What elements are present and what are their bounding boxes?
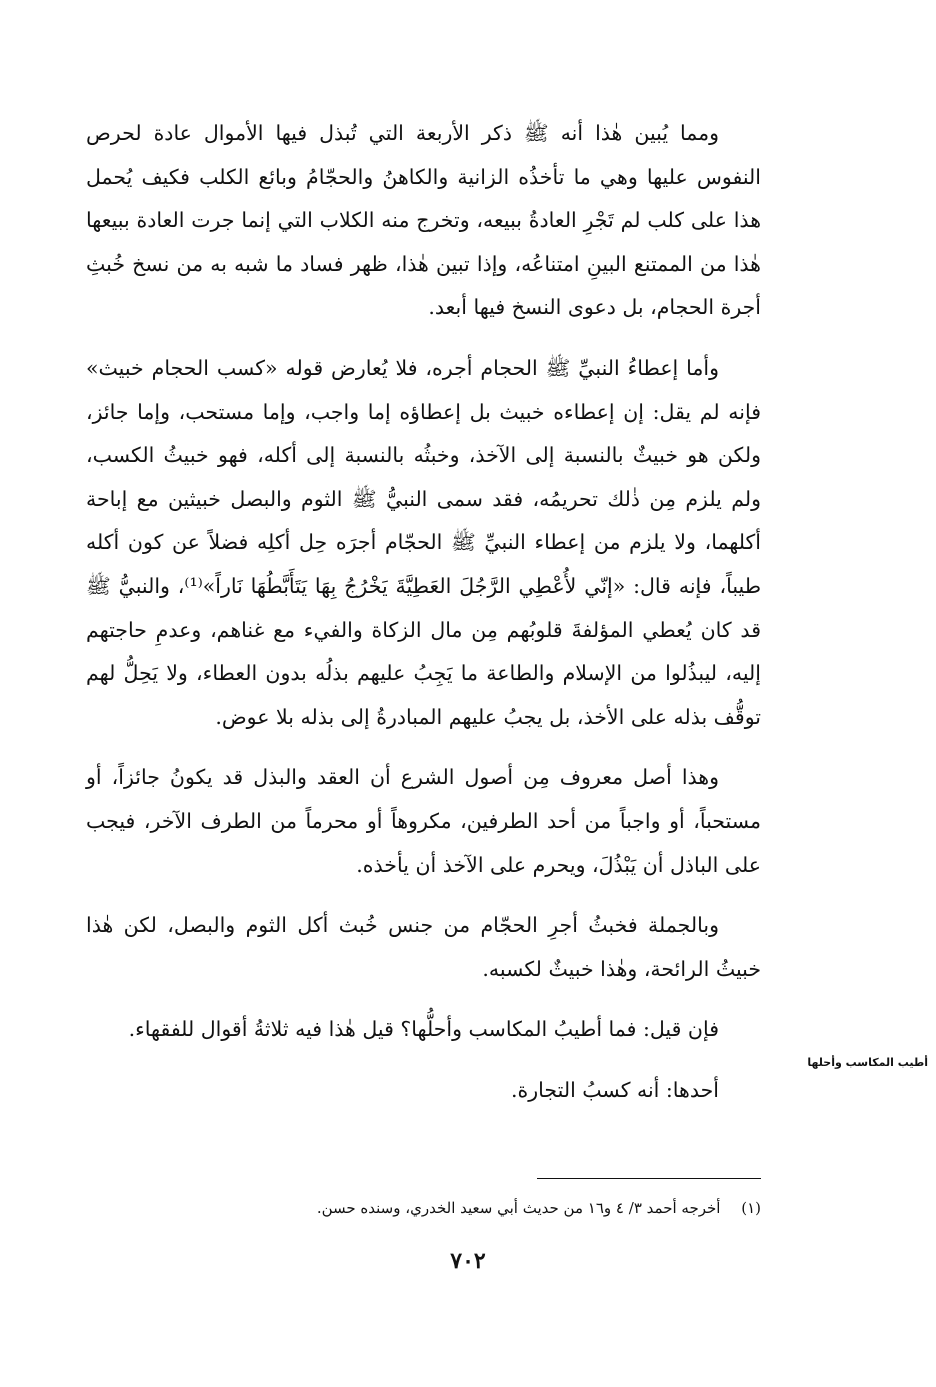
footnote-divider [537, 1178, 761, 1179]
paragraph-2: وأما إعطاءُ النبيِّ ﷺ الحجام أجره، فلا يُعارض قوله «كسب الحجام خبيث» فإنه لم يقل: إن إعطاءه خبيث بل إعطاؤه إما واجب، وإما مستحب، وإما جائز، ولكن هو خبيثٌ بالنسبة إلى الآخذ، وخبثُه بالنسبة إلى أكله، فهو خبيثُ الكسب، ولم يلزم مِن ذٰلك تحريمُه، فقد سمى النبيُّ ﷺ الثوم والبصل خبيثين مع إباحة أكلهما، ولا يلزم من إعطاء النبيِّ ﷺ الحجّام أجرَه حِل أكلِه فضلاً عن كون أكله طيباً، فإنه قال: «إنّي لأُعْطِي الرَّجُلَ العَطِيَّةَ يَخْرُجُ بِهَا يَتَأَبَّطُهَا نَاراً»⁽¹⁾، والنبيُّ ﷺ قد كان يُعطي المؤلفةَ قلوبُهم مِن مال الزكاة والفيء مع غناهم، وعدمِ حاجتهم إليه، ليبذُلوا من الإسلام والطاعة ما يَجِبُ عليهم بذلُه بدون العطاء، ولا يَحِلُّ لهم توقُّف بذله على الأخذ، بل يجبُ عليهم المبادرةُ إلى بذله بلا عوض. [86, 355, 762, 729]
paragraph-3: وهذا أصل معروف مِن أصول الشرع أن العقد والبذل قد يكونُ جائزاً، أو مستحباً، أو واجباً من أحد الطرفين، مكروهاً أو محرماً من الطرف الآخر، فيجب على الباذل أن يَبْذُلَ، ويحرم على الآخذ أن يأخذه. [86, 765, 761, 877]
paragraph-5: فإن قيل: فما أطيبُ المكاسب وأحلُّها؟ قيل هٰذا فيه ثلاثةُ أقوال للفقهاء. [128, 1017, 719, 1042]
paragraph-4: وبالجملة فخبثُ أجرِ الحجّام من جنس خُبث أكل الثوم والبصل، لكن هٰذا خبيثُ الرائحة، وهٰذا خبيثٌ لكسبه. [86, 913, 761, 981]
paragraph-6: أحدها: أنه كسبُ التجارة. [511, 1077, 719, 1102]
page-number: ٧٠٢ [450, 1248, 486, 1274]
margin-note: أطيب المكاسب وأحلها [807, 1056, 928, 1069]
paragraph-1: ومما يُبين هٰذا أنه ﷺ ذكر الأربعة التي تُبذل فيها الأموال عادة لحرص النفوس عليها وهي ما تأخذُه الزانية والكاهنُ والحجّامُ وبائع الكلب فكيف يُحمل هذا على كلب لم تَجْرِ العادةُ ببيعه، وتخرج منه الكلاب التي إنما جرت العادة ببيعها هٰذا من الممتنع البينِ امتناعُه، وإذا تبين هٰذا، ظهر فساد ما شبه به من نسخ خُبثِ أجرة الحجام، بل دعوى النسخ فيها أبعد. [86, 121, 761, 320]
footnote [86, 1195, 761, 1221]
footnote-text: أخرجه أحمد ٣/ ٤ و١٦ من حديث أبي سعيد الخدري، وسنده حسن. [316, 1199, 721, 1217]
main-text [86, 112, 761, 1129]
footnote-number: (١) [741, 1199, 761, 1217]
